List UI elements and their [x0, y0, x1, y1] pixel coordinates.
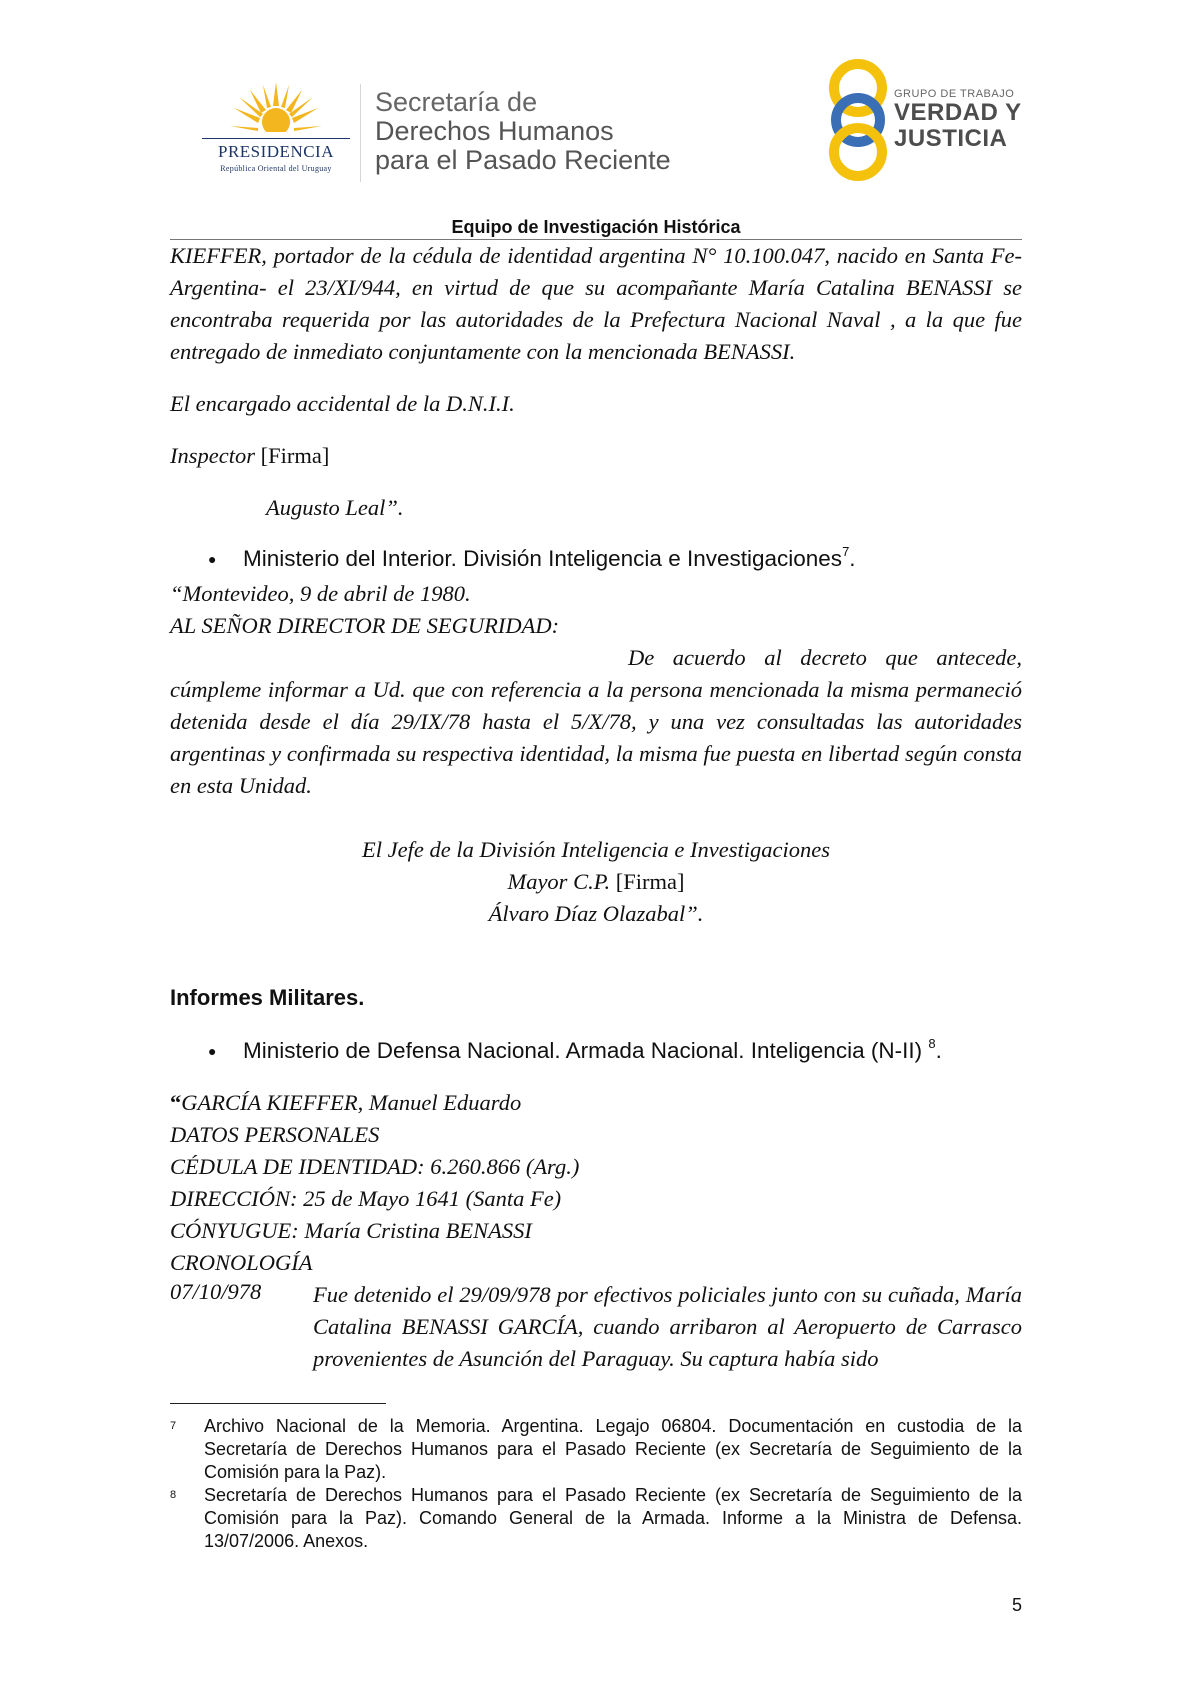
bullet-1-text: Ministerio del Interior. División Inteligencia e Investigaciones: [243, 546, 843, 571]
record-datos: DATOS PERSONALES: [170, 1122, 380, 1147]
letter-body: cúmpleme informar a Ud. que con referencia a la persona mencionada la misma permaneció detenida desde el día 29/IX/78 hasta el 5/X/78, y una vez consultadas las autoridades argentinas y confirmada su respectiva identidad, la misma fue puesta en libertad según consta en esta Unidad.: [170, 677, 1022, 798]
record-cedula: CÉDULA DE IDENTIDAD: 6.260.866 (Arg.): [170, 1154, 580, 1179]
paragraph-kieffer: KIEFFER, portador de la cédula de identidad argentina N° 10.100.047, nacido en Santa Fe- Argentina- el 23/XI/944, en virtud de que su acompañante María Catalina BENASSI se encontraba requerida por las autoridades de la Prefectura Nacional Naval , a la que fue entregado de inmediato conjuntamente con la mencionada BENASSI.: [170, 243, 1022, 364]
footnote-7-number: 7: [170, 1420, 177, 1432]
presidencia-word: PRESIDENCIA: [217, 142, 334, 161]
inspector-label: Inspector: [170, 443, 255, 468]
chronology-text: Fue detenido el 29/09/978 por efectivos policiales junto con su cuñada, María Catalina BENASSI GARCÍA, cuando arribaron al Aeropuerto de Carrasco provenientes de Asunción del Paraguay. Su captura había sido: [313, 1282, 1022, 1371]
bullet-2: [243, 1038, 942, 1064]
signature-line-1: El Jefe de la División Inteligencia e Investigaciones: [362, 837, 830, 862]
record-direccion: DIRECCIÓN: 25 de Mayo 1641 (Santa Fe): [170, 1186, 562, 1211]
bullet-1-period: .: [849, 546, 856, 571]
running-header: Equipo de Investigación Histórica: [451, 217, 741, 237]
paragraph-leal: Augusto Leal”.: [266, 495, 404, 520]
record-conyugue: CÓNYUGUE: María Cristina BENASSI: [170, 1218, 532, 1243]
footnote-ref-8[interactable]: 8: [928, 1036, 936, 1051]
signature-rank: Mayor C.P.: [507, 869, 611, 894]
signature-mark: [Firma]: [615, 869, 685, 894]
letter-date: “Montevideo, 9 de abril de 1980.: [170, 581, 471, 606]
rings-icon: [822, 58, 894, 182]
record-name: [170, 1087, 1022, 1119]
record-quote: “: [170, 1090, 182, 1115]
bullet-2-period: .: [935, 1038, 942, 1063]
verdad-justicia-logo: [822, 58, 1022, 182]
bullet-2-dot: ●: [208, 1043, 217, 1059]
signature-line-2: [170, 866, 1022, 898]
vyj-line-1: VERDAD Y: [894, 99, 1022, 126]
presidencia-rule: [202, 138, 350, 139]
secretaria-line-2: Derechos Humanos: [375, 116, 614, 146]
paragraph-inspector: [170, 440, 1022, 472]
secretaria-logo-text: [375, 88, 671, 175]
signature-line-3: Álvaro Díaz Olazabal”.: [488, 901, 704, 926]
secretaria-line-1: Secretaría de: [375, 87, 538, 117]
footnote-7-text: Archivo Nacional de la Memoria. Argentina. Legajo 06804. Documentación en custodia de la Secretaría de Derechos Humanos para el Pasado Reciente (ex Secretaría de Seguimiento de la Comisión para la Paz).: [204, 1416, 1022, 1482]
footnote-8: [170, 1484, 1022, 1553]
section-heading: Informes Militares.: [170, 985, 365, 1010]
logo-divider: [360, 84, 361, 182]
vyj-grupo: GRUPO DE TRABAJO: [894, 88, 1015, 100]
footnote-ref-7[interactable]: 7: [842, 544, 850, 559]
verdad-justicia-text: [894, 88, 1022, 152]
chronology-date: 07/10/978: [170, 1279, 262, 1304]
presidencia-subtitle: República Oriental del Uruguay: [220, 164, 332, 173]
record-name-text: GARCÍA KIEFFER, Manuel Eduardo: [181, 1090, 522, 1115]
footnote-7: [170, 1415, 1022, 1484]
inspector-signature: [Firma]: [260, 443, 330, 468]
bullet-2-text: Ministerio de Defensa Nacional. Armada Nacional. Inteligencia (N-II): [243, 1038, 923, 1063]
vyj-line-2: JUSTICIA: [894, 125, 1008, 152]
letter-opening: De acuerdo al decreto que antecede,: [628, 645, 1022, 670]
paragraph-encargado: El encargado accidental de la D.N.I.I.: [170, 391, 515, 416]
bullet-1: [243, 546, 856, 572]
sun-icon: [230, 82, 322, 138]
footnote-8-text: Secretaría de Derechos Humanos para el Pasado Reciente (ex Secretaría de Seguimiento de la Comisión para la Paz). Comando General de la Armada. Informe a la Ministra de Defensa. 13/07/2006. Anexos.: [204, 1485, 1022, 1551]
bullet-1-dot: ●: [208, 551, 217, 567]
footnote-rule: [170, 1403, 386, 1404]
letter-addressee: AL SEÑOR DIRECTOR DE SEGURIDAD:: [170, 613, 560, 638]
secretaria-line-3: para el Pasado Reciente: [375, 145, 671, 175]
presidencia-logo: [196, 82, 356, 182]
record-cronologia: CRONOLOGÍA: [170, 1250, 313, 1275]
footnote-8-number: 8: [170, 1489, 177, 1501]
page-number: 5: [1012, 1595, 1023, 1615]
